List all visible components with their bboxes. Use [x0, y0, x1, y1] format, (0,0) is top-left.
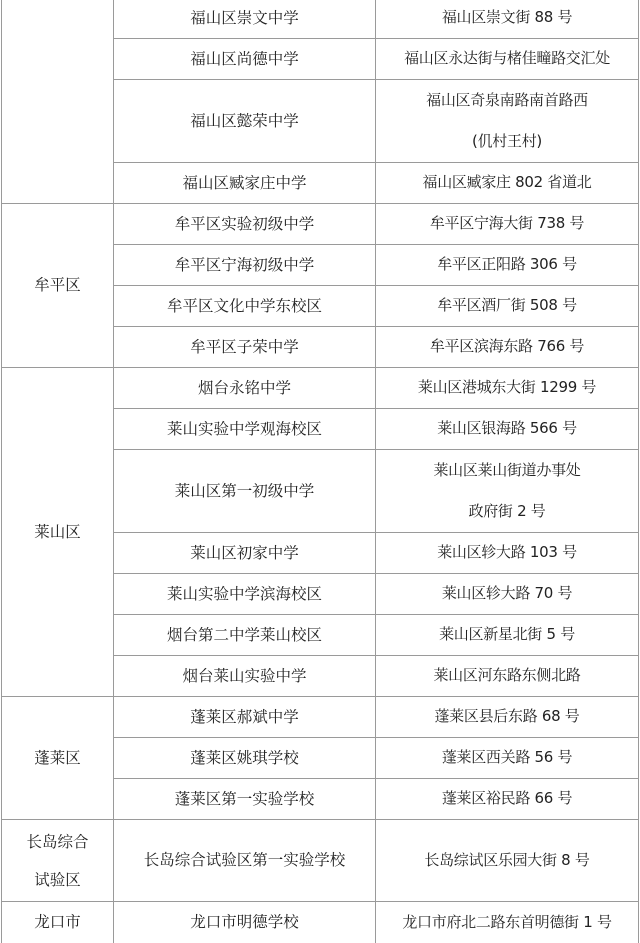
address-cell: 蓬莱区西关路 56 号 [376, 738, 639, 779]
address-cell: 福山区崇文街 88 号 [376, 0, 639, 39]
address-cell: 福山区臧家庄 802 省道北 [376, 163, 639, 204]
school-cell: 长岛综合试验区第一实验学校 [114, 820, 376, 902]
address-line: 政府街 2 号 [468, 502, 546, 520]
district-cell-laishan: 莱山区 [2, 368, 114, 697]
district-line: 试验区 [34, 870, 81, 889]
school-cell: 莱山区第一初级中学 [114, 450, 376, 533]
address-cell: 莱山区轸大路 70 号 [376, 574, 639, 615]
address-line: 福山区奇泉南路南首路西 [426, 91, 588, 109]
address-cell [376, 450, 639, 533]
address-cell: 牟平区滨海东路 766 号 [376, 327, 639, 368]
table-row [2, 204, 639, 245]
address-cell [376, 80, 639, 163]
address-cell: 牟平区宁海大街 738 号 [376, 204, 639, 245]
district-cell-muping: 牟平区 [2, 204, 114, 368]
address-cell: 牟平区酒厂街 508 号 [376, 286, 639, 327]
school-address-table [1, 0, 639, 943]
school-cell: 牟平区宁海初级中学 [114, 245, 376, 286]
school-cell: 福山区懿荣中学 [114, 80, 376, 163]
school-cell: 福山区尚德中学 [114, 39, 376, 80]
district-cell-longkou: 龙口市 [2, 902, 114, 943]
school-cell: 烟台第二中学莱山校区 [114, 615, 376, 656]
address-cell: 莱山区港城东大街 1299 号 [376, 368, 639, 409]
address-cell: 莱山区新星北街 5 号 [376, 615, 639, 656]
school-cell: 蓬莱区郝斌中学 [114, 697, 376, 738]
school-cell: 福山区臧家庄中学 [114, 163, 376, 204]
school-cell: 莱山实验中学滨海校区 [114, 574, 376, 615]
address-cell: 长岛综试区乐园大街 8 号 [376, 820, 639, 902]
school-cell: 牟平区文化中学东校区 [114, 286, 376, 327]
school-cell: 福山区崇文中学 [114, 0, 376, 39]
school-cell: 蓬莱区姚琪学校 [114, 738, 376, 779]
school-cell: 莱山区初家中学 [114, 533, 376, 574]
school-cell: 牟平区实验初级中学 [114, 204, 376, 245]
school-cell: 烟台莱山实验中学 [114, 656, 376, 697]
district-cell-changdao [2, 820, 114, 902]
address-cell: 牟平区正阳路 306 号 [376, 245, 639, 286]
table-row [2, 697, 639, 738]
address-cell: 福山区永达街与楮佳疃路交汇处 [376, 39, 639, 80]
school-cell: 烟台永铭中学 [114, 368, 376, 409]
school-cell: 蓬莱区第一实验学校 [114, 779, 376, 820]
school-cell: 莱山实验中学观海校区 [114, 409, 376, 450]
table-row [2, 368, 639, 409]
district-line: 长岛综合 [26, 832, 89, 851]
address-line: 莱山区莱山街道办事处 [433, 461, 581, 479]
address-cell: 蓬莱区县后东路 68 号 [376, 697, 639, 738]
school-cell: 龙口市明德学校 [114, 902, 376, 943]
table-row [2, 820, 639, 902]
school-cell: 牟平区子荣中学 [114, 327, 376, 368]
address-cell: 蓬莱区裕民路 66 号 [376, 779, 639, 820]
table-row [2, 0, 639, 39]
address-cell: 莱山区银海路 566 号 [376, 409, 639, 450]
address-cell: 龙口市府北二路东首明德街 1 号 [376, 902, 639, 943]
district-cell-fushan [2, 0, 114, 204]
address-cell: 莱山区河东路东侧北路 [376, 656, 639, 697]
address-cell: 莱山区轸大路 103 号 [376, 533, 639, 574]
table-row [2, 902, 639, 943]
address-line: (仉村王村) [472, 132, 542, 150]
district-cell-penglai: 蓬莱区 [2, 697, 114, 820]
